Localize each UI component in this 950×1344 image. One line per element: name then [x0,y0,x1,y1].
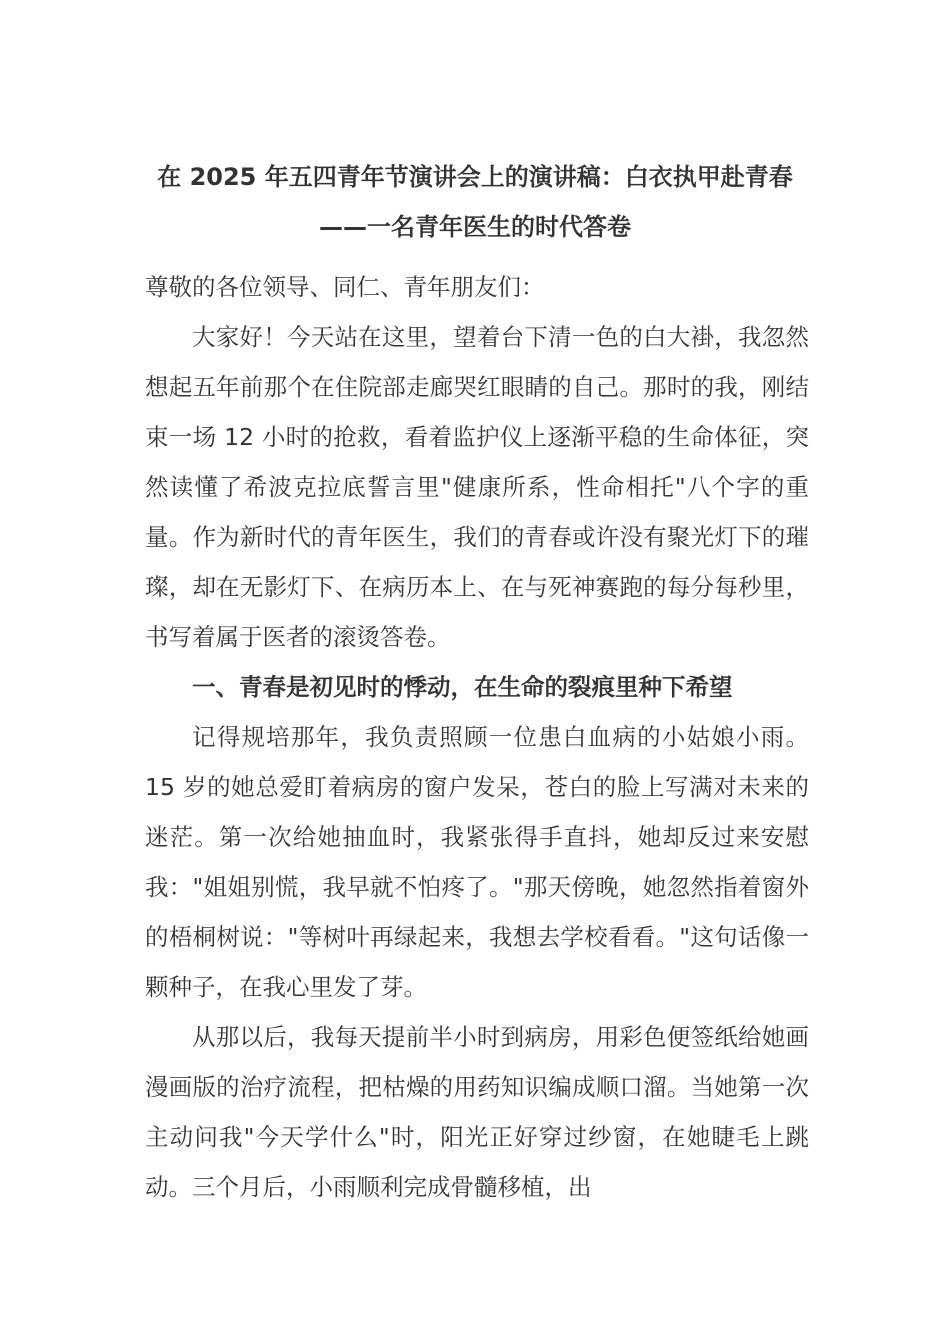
paragraph-story-2: 从那以后，我每天提前半小时到病房，用彩色便签纸给她画漫画版的治疗流程，把枯燥的用药知识编成顺口溜。当她第一次主动问我"今天学什么"时，阳光正好穿过纱窗，在她睫毛上跳动。三个月后，小雨顺利完成骨髓移植，出 [145,1023,809,1201]
document-body [145,262,809,1212]
paragraph-intro: 大家好！今天站在这里，望着台下清一色的白大褂，我忽然想起五年前那个在住院部走廊哭红眼睛的自己。那时的我，刚结束一场 12 小时的抢救，看着监护仪上逐渐平稳的生命体征，突然读懂了希波克拉底誓言里"健康所系，性命相托"八个字的重量。作为新时代的青年医生，我们的青春或许没有聚光灯下的璀璨，却在无影灯下、在病历本上、在与死神赛跑的每分每秒里，书写着属于医者的滚烫答卷。 [145,323,809,651]
section-heading-1: 一、青春是初见时的悸动，在生命的裂痕里种下希望 [192,673,733,701]
salutation: 尊敬的各位领导、同仁、青年朋友们： [145,273,545,301]
document-title: 在 2025 年五四青年节演讲会上的演讲稿：白衣执甲赴青春——一名青年医生的时代答卷 [157,163,793,241]
paragraph-story-1: 记得规培那年，我负责照顾一位患白血病的小姑娘小雨。15 岁的她总爱盯着病房的窗户发呆，苍白的脸上写满对未来的迷茫。第一次给她抽血时，我紧张得手直抖，她却反过来安慰我："姐姐别慌，我早就不怕疼了。"那天傍晚，她忽然指着窗外的梧桐树说："等树叶再绿起来，我想去学校看看。"这句话像一颗种子，在我心里发了芽。 [145,723,809,1001]
